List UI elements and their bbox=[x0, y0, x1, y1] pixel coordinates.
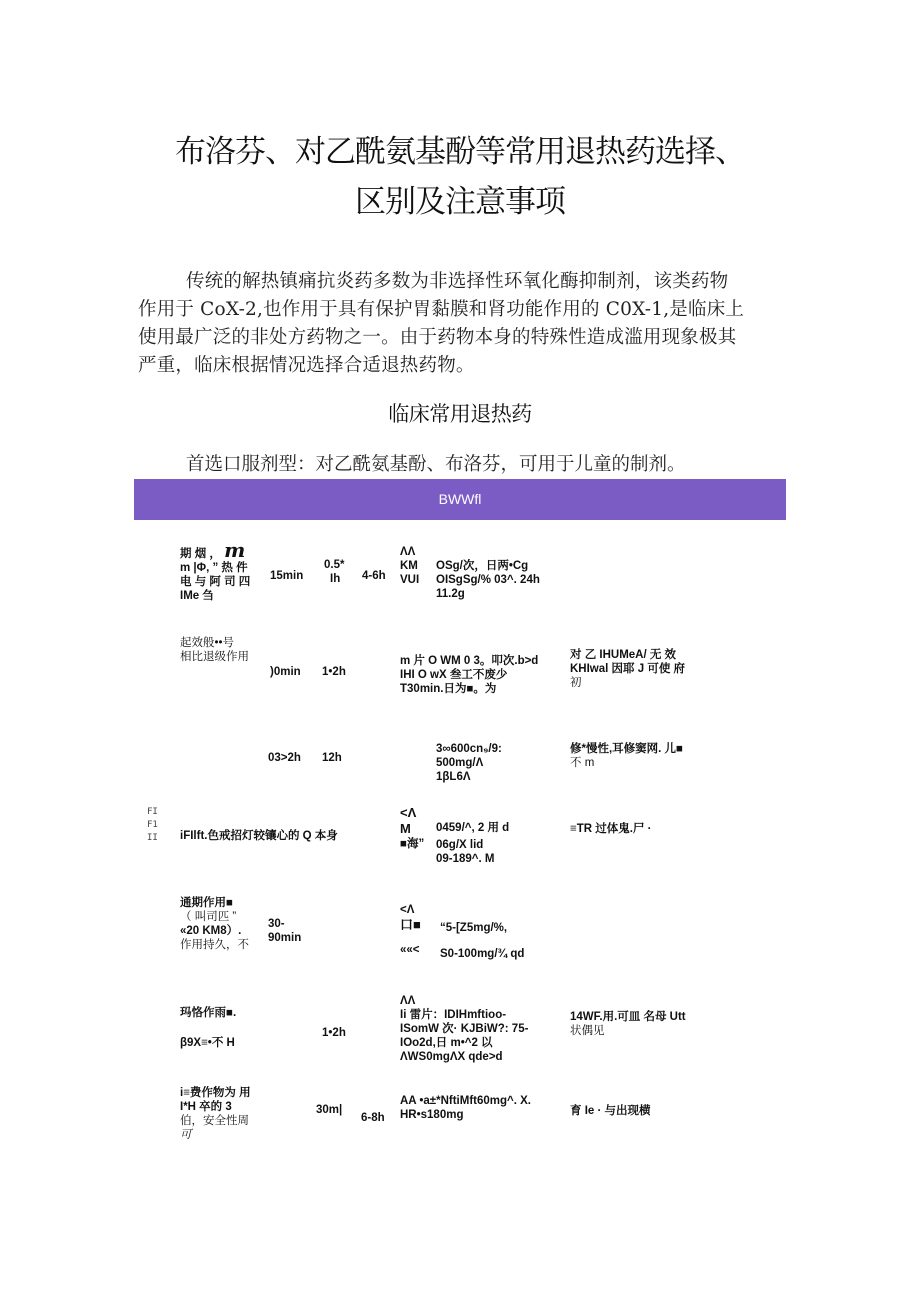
row6-desc bbox=[180, 1006, 236, 1050]
row6-dose-line: ΛΛ bbox=[400, 995, 416, 1007]
row2-note bbox=[570, 648, 685, 690]
row2-note-line: 对 乙 IHUMeA/ 无 效 bbox=[570, 649, 677, 661]
row2-note-line: 初 bbox=[570, 677, 582, 689]
row1-peak bbox=[324, 558, 344, 586]
first-choice-text: 首选口服剂型：对乙酰氨基酚、布洛芬，可用于儿童的制剂。 bbox=[186, 454, 686, 475]
row2-desc-line: 起效般••号 bbox=[180, 637, 235, 649]
row2-dose bbox=[400, 654, 538, 696]
row7-note: 育 Ie · 与出现横 bbox=[570, 1105, 651, 1117]
row1-dose-head bbox=[400, 545, 419, 587]
row6-dose-line: IOo2d,日 m•^2 以 bbox=[400, 1037, 493, 1049]
side-mark bbox=[147, 806, 158, 845]
row5-desc-line: （ 叫司匹 ” bbox=[180, 911, 237, 923]
row4-note: ≡TR 过体鬼.尸 · bbox=[570, 823, 652, 835]
row5-dose-line: “5-[Z5mg/%, bbox=[440, 922, 508, 934]
row5-onset bbox=[268, 917, 301, 945]
row6-dose-line: ISomW 次· KJBiW?: 75- bbox=[400, 1023, 529, 1035]
row4-dose-head-line: <Λ bbox=[400, 805, 417, 820]
row3-dose-line: 1βL6Λ bbox=[436, 771, 471, 783]
row7-onset: 30m| bbox=[316, 1104, 343, 1116]
row1-desc-line: 电 与 阿 司 四 bbox=[180, 576, 251, 588]
table-banner: BWWfl bbox=[134, 479, 786, 520]
row2-peak: 1•2h bbox=[322, 666, 346, 678]
row3-dose bbox=[436, 742, 502, 784]
row5-dose-head-line: <Λ bbox=[400, 904, 415, 916]
row4-desc: iFIlft.色戒招灯较镶心的 Q 本身 bbox=[180, 830, 338, 842]
row7-desc-line: 可 bbox=[180, 1129, 192, 1141]
intro-line: 传统的解热镇痛抗炎药多数为非选择性环氧化酶抑制剂，该类药物 bbox=[186, 271, 729, 292]
page-title-line2: 区别及注意事项 bbox=[355, 184, 565, 220]
row1-peak-line: Ih bbox=[330, 573, 341, 585]
row5-dose-line: S0-100mg/¾ qd bbox=[440, 948, 525, 960]
row3-dose-line: 500mg/Λ bbox=[436, 757, 484, 769]
row3-onset: 03>2h bbox=[268, 752, 301, 764]
row1-onset: 15min bbox=[270, 570, 304, 582]
row7-dose-line: AA •a±*NftiMft60mg^. X. bbox=[400, 1095, 531, 1107]
row5-dose bbox=[440, 921, 524, 961]
row4-dose-line: 09-189^. M bbox=[436, 853, 495, 865]
row5-onset-line: 90min bbox=[268, 932, 302, 944]
row1-peak-line: 0.5* bbox=[324, 559, 345, 571]
row1-duration: 4-6h bbox=[362, 570, 386, 582]
row5-desc bbox=[180, 896, 249, 952]
row3-dose-line: 3∞600cn₉/9: bbox=[436, 743, 502, 755]
row1-desc-big: m bbox=[224, 538, 246, 562]
row2-dose-line: m 片 O WM 0 3。叩次.b>d bbox=[400, 655, 539, 667]
row3-peak: 12h bbox=[322, 752, 342, 764]
row3-note-line: 修*慢性,耳修窦网. 儿■ bbox=[570, 743, 684, 755]
row1-desc-line: 期 烟 ， bbox=[180, 548, 225, 560]
row6-dose-line: Ii 雷片：IDIHmftioo- bbox=[400, 1009, 507, 1021]
side-mark-text: FI bbox=[147, 807, 158, 817]
row5-desc-line: 作用持久，不 bbox=[180, 939, 249, 951]
row6-desc-line: 玛恪作雨■. bbox=[180, 1007, 237, 1019]
row1-desc-line: IMe 刍 bbox=[180, 590, 214, 602]
intro-line: 使用最广泛的非处方药物之一。由于药物本身的特殊性造成滥用现象极其 bbox=[138, 327, 737, 348]
row2-onset: )0min bbox=[270, 666, 301, 678]
row6-dose bbox=[400, 994, 528, 1064]
row6-desc-line bbox=[180, 1020, 236, 1036]
row3-note-line: 不 m bbox=[570, 757, 595, 769]
row1-dose-head-line: KM bbox=[400, 560, 418, 572]
row7-duration: 6-8h bbox=[361, 1112, 385, 1124]
row1-dose bbox=[436, 559, 540, 601]
row2-desc bbox=[180, 636, 249, 664]
row5-desc-line: «20 KM8）. bbox=[180, 925, 242, 937]
row7-desc-line: I*H 卒的 3 bbox=[180, 1101, 232, 1113]
row1-dose-head-line: ΛΛ bbox=[400, 546, 416, 558]
page-title-line1: 布洛芬、对乙酰氨基酚等常用退热药选择、 bbox=[175, 134, 745, 170]
intro-line: 严重，临床根据情况选择合适退热药物。 bbox=[138, 355, 475, 376]
row5-onset-line: 30- bbox=[268, 918, 285, 930]
side-mark-text: II bbox=[147, 833, 158, 843]
row6-note-line: 14WF.用.可皿 名母 Utt bbox=[570, 1011, 686, 1023]
row4-dose-line: 06g/X lid bbox=[436, 839, 484, 851]
row1-desc-line: m |Φ, ” 热 件 bbox=[180, 562, 248, 574]
row4-dose-head bbox=[400, 805, 424, 851]
row5-desc-line: 通期作用■ bbox=[180, 897, 233, 909]
row5-dose-head bbox=[400, 903, 421, 957]
row7-dose bbox=[400, 1094, 531, 1122]
row1-dose-line: OSg/次，日两•Cg bbox=[436, 560, 529, 572]
row6-dose-line: ΛWS0mgΛX qde>d bbox=[400, 1051, 503, 1063]
section-heading: 临床常用退热药 bbox=[388, 402, 532, 426]
row7-dose-line: HR•s180mg bbox=[400, 1109, 464, 1121]
row4-dose-line: 0459/^, 2 用 d bbox=[436, 822, 510, 834]
row6-peak: 1•2h bbox=[322, 1027, 346, 1039]
row4-dose-head-line: ■海” bbox=[400, 838, 425, 850]
row4-dose bbox=[436, 821, 509, 866]
row3-note bbox=[570, 742, 683, 770]
row2-note-line: KHIwal 因耶 J 可使 府 bbox=[570, 663, 686, 675]
row1-desc bbox=[180, 538, 251, 603]
row2-dose-line: IHI O wX 叁工不废少 bbox=[400, 669, 508, 681]
row6-note-line: 状偶见 bbox=[570, 1025, 605, 1037]
row6-desc-line: β9X≡•不 H bbox=[180, 1037, 235, 1049]
row7-desc-line: 伯，安全性周 bbox=[180, 1115, 249, 1127]
row5-dose-head-line: ««< bbox=[400, 944, 420, 956]
row1-dose-line: OISgSg/% 03^. 24h bbox=[436, 574, 540, 586]
row6-note bbox=[570, 1010, 686, 1038]
intro-line: 作用于 CoX-2,也作用于具有保护胃黏膜和肾功能作用的 C0X-1,是临床上 bbox=[138, 299, 745, 320]
intro-paragraph bbox=[138, 268, 788, 380]
row1-dose-head-line: VUI bbox=[400, 574, 420, 586]
row5-dose-head-line: 口■ bbox=[400, 917, 421, 932]
row2-dose-line: T30min.日为■。为 bbox=[400, 683, 497, 695]
row7-desc bbox=[180, 1086, 251, 1142]
row1-dose-line: 11.2g bbox=[436, 588, 465, 600]
row4-dose-head-line: M bbox=[400, 821, 411, 836]
row7-desc-line: i≡费作物为 用 bbox=[180, 1087, 251, 1099]
row2-desc-line: 相比退级作用 bbox=[180, 651, 249, 663]
side-mark-text: F1 bbox=[147, 820, 158, 830]
